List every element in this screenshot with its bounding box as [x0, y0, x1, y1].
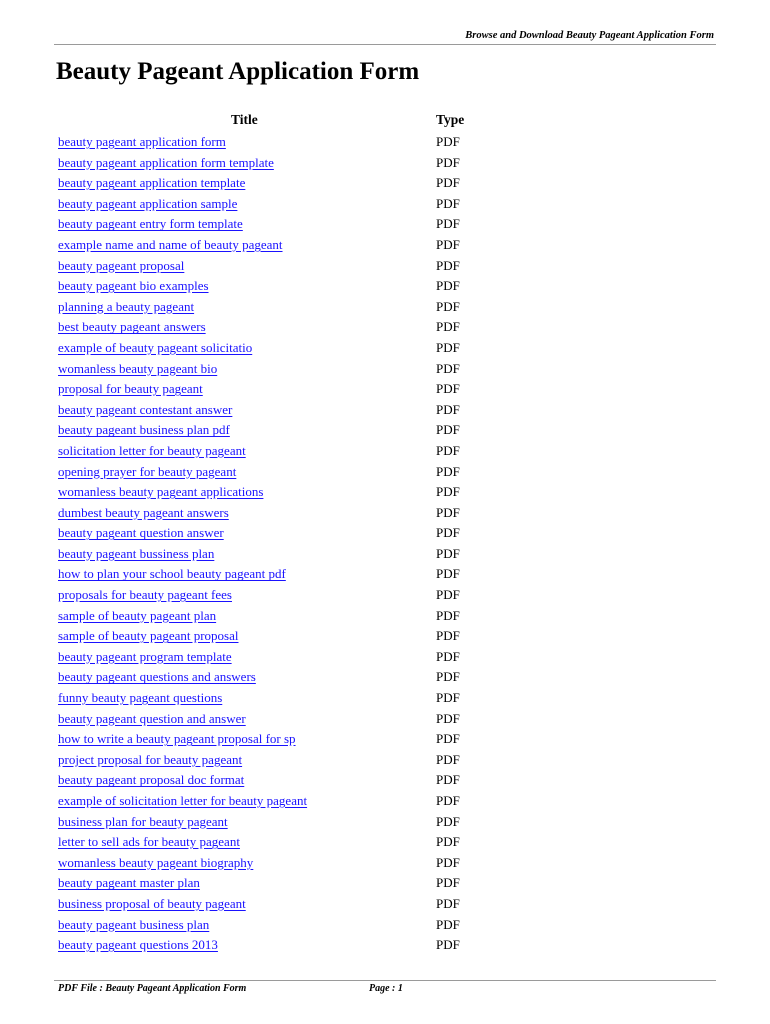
document-type: PDF — [436, 895, 460, 911]
document-link[interactable]: beauty pageant proposal doc format — [58, 772, 245, 788]
document-type: PDF — [436, 875, 460, 891]
document-link[interactable]: beauty pageant master plan — [58, 875, 200, 891]
document-link[interactable]: beauty pageant question answer — [58, 525, 224, 541]
table-row — [58, 750, 478, 771]
document-link[interactable]: beauty pageant entry form template — [58, 216, 243, 232]
document-type: PDF — [436, 339, 460, 355]
document-link[interactable]: beauty pageant business plan — [58, 916, 210, 932]
document-link[interactable]: proposals for beauty pageant fees — [58, 587, 232, 603]
document-type: PDF — [436, 236, 460, 252]
document-type: PDF — [436, 648, 460, 664]
table-row — [58, 873, 478, 894]
header-text: Browse and Download Beauty Pageant Application Form — [465, 30, 714, 41]
document-type: PDF — [436, 401, 460, 417]
document-link[interactable]: womanless beauty pageant bio — [58, 360, 218, 376]
document-link[interactable]: womanless beauty pageant biography — [58, 854, 254, 870]
table-row — [58, 420, 478, 441]
document-type: PDF — [436, 381, 460, 397]
document-link[interactable]: beauty pageant business plan pdf — [58, 422, 230, 438]
document-type: PDF — [436, 607, 460, 623]
table-row — [58, 585, 478, 606]
page-title: Beauty Pageant Application Form — [56, 58, 420, 85]
table-row — [58, 729, 478, 750]
document-link[interactable]: example of solicitation letter for beauty pageant — [58, 793, 308, 808]
document-type: PDF — [436, 834, 460, 850]
document-type: PDF — [436, 319, 460, 335]
document-link[interactable]: example of beauty pageant solicitatio — [58, 339, 253, 355]
table-row — [58, 791, 478, 812]
document-type: PDF — [436, 525, 460, 541]
document-type: PDF — [436, 484, 460, 500]
table-row — [58, 482, 478, 503]
table-row — [58, 564, 478, 585]
document-type: PDF — [436, 793, 460, 808]
document-type: PDF — [436, 154, 460, 170]
table-row — [58, 214, 478, 235]
table-row — [58, 853, 478, 874]
table-row — [58, 667, 478, 688]
document-link[interactable]: beauty pageant application template — [58, 175, 246, 191]
document-link[interactable]: funny beauty pageant questions — [58, 690, 223, 706]
footer-file-label: PDF File : Beauty Pageant Application Form — [58, 983, 247, 994]
table-row — [58, 153, 478, 174]
document-type: PDF — [436, 937, 460, 953]
document-link[interactable]: sample of beauty pageant plan — [58, 607, 217, 623]
column-header-title: Title — [231, 112, 258, 127]
document-type: PDF — [436, 360, 460, 376]
table-row — [58, 709, 478, 730]
document-type: PDF — [436, 134, 460, 149]
document-link[interactable]: beauty pageant proposal — [58, 257, 185, 273]
table-row — [58, 194, 478, 215]
table-row — [58, 832, 478, 853]
document-type: PDF — [436, 216, 460, 232]
footer-divider — [54, 980, 716, 981]
document-link[interactable]: business plan for beauty pageant — [58, 813, 228, 829]
table-row — [58, 606, 478, 627]
document-type: PDF — [436, 298, 460, 314]
table-row — [58, 647, 478, 668]
table-row — [58, 626, 478, 647]
table-row — [58, 770, 478, 791]
document-type: PDF — [436, 442, 460, 458]
document-list — [58, 132, 478, 956]
document-link[interactable]: beauty pageant application form template — [58, 154, 274, 170]
document-type: PDF — [436, 175, 460, 191]
document-link[interactable]: solicitation letter for beauty pageant — [58, 442, 246, 458]
document-link[interactable]: project proposal for beauty pageant — [58, 751, 243, 767]
table-row — [58, 173, 478, 194]
document-link[interactable]: dumbest beauty pageant answers — [58, 504, 229, 520]
document-link[interactable]: beauty pageant bio examples — [58, 278, 209, 294]
table-row — [58, 297, 478, 318]
document-type: PDF — [436, 731, 460, 747]
document-link[interactable]: beauty pageant contestant answer — [58, 401, 233, 417]
document-type: PDF — [436, 195, 460, 211]
column-header-type: Type — [436, 112, 465, 127]
document-link[interactable]: opening prayer for beauty pageant — [58, 463, 237, 479]
table-row — [58, 935, 478, 956]
table-row — [58, 523, 478, 544]
table-row — [58, 359, 478, 380]
document-type: PDF — [436, 669, 460, 685]
document-type: PDF — [436, 278, 460, 294]
document-type: PDF — [436, 566, 460, 582]
document-link[interactable]: beauty pageant program template — [58, 648, 232, 664]
document-type: PDF — [436, 422, 460, 438]
table-row — [58, 256, 478, 277]
document-link[interactable]: best beauty pageant answers — [58, 319, 206, 335]
document-type: PDF — [436, 545, 460, 561]
table-row — [58, 338, 478, 359]
document-link[interactable]: planning a beauty pageant — [58, 298, 195, 314]
document-link[interactable]: beauty pageant questions 2013 — [58, 937, 218, 953]
table-row — [58, 379, 478, 400]
document-link[interactable]: how to write a beauty pageant proposal for sp — [58, 731, 296, 747]
table-row — [58, 503, 478, 524]
document-link[interactable]: womanless beauty pageant applications — [58, 484, 264, 500]
table-row — [58, 688, 478, 709]
document-link[interactable]: sample of beauty pageant proposal — [58, 628, 239, 644]
table-row — [58, 276, 478, 297]
document-link[interactable]: business proposal of beauty pageant — [58, 895, 246, 911]
table-row — [58, 317, 478, 338]
document-type: PDF — [436, 690, 460, 706]
document-type: PDF — [436, 751, 460, 767]
table-row — [58, 915, 478, 936]
document-link[interactable]: beauty pageant application sample — [58, 195, 238, 211]
table-row — [58, 441, 478, 462]
document-type: PDF — [436, 628, 460, 644]
document-link[interactable]: letter to sell ads for beauty pageant — [58, 834, 240, 850]
document-type: PDF — [436, 710, 460, 726]
table-row — [58, 132, 478, 153]
table-row — [58, 235, 478, 256]
document-link[interactable]: proposal for beauty pageant — [58, 381, 203, 397]
table-row — [58, 812, 478, 833]
document-type: PDF — [436, 854, 460, 870]
document-link[interactable]: how to plan your school beauty pageant pdf — [58, 566, 286, 582]
document-type: PDF — [436, 772, 460, 788]
footer-page-number: Page : 1 — [369, 983, 403, 994]
document-link[interactable]: beauty pageant bussiness plan — [58, 545, 215, 561]
document-type: PDF — [436, 587, 460, 603]
table-row — [58, 400, 478, 421]
document-link[interactable]: beauty pageant question and answer — [58, 710, 246, 726]
document-link[interactable]: beauty pageant application form — [58, 134, 226, 149]
table-row — [58, 462, 478, 483]
document-type: PDF — [436, 813, 460, 829]
document-link[interactable]: beauty pageant questions and answers — [58, 669, 256, 685]
table-row — [58, 894, 478, 915]
document-type: PDF — [436, 916, 460, 932]
document-link[interactable]: example name and name of beauty pageant — [58, 236, 283, 252]
table-row — [58, 544, 478, 565]
document-type: PDF — [436, 463, 460, 479]
document-type: PDF — [436, 504, 460, 520]
header-divider — [54, 44, 716, 45]
document-type: PDF — [436, 257, 460, 273]
